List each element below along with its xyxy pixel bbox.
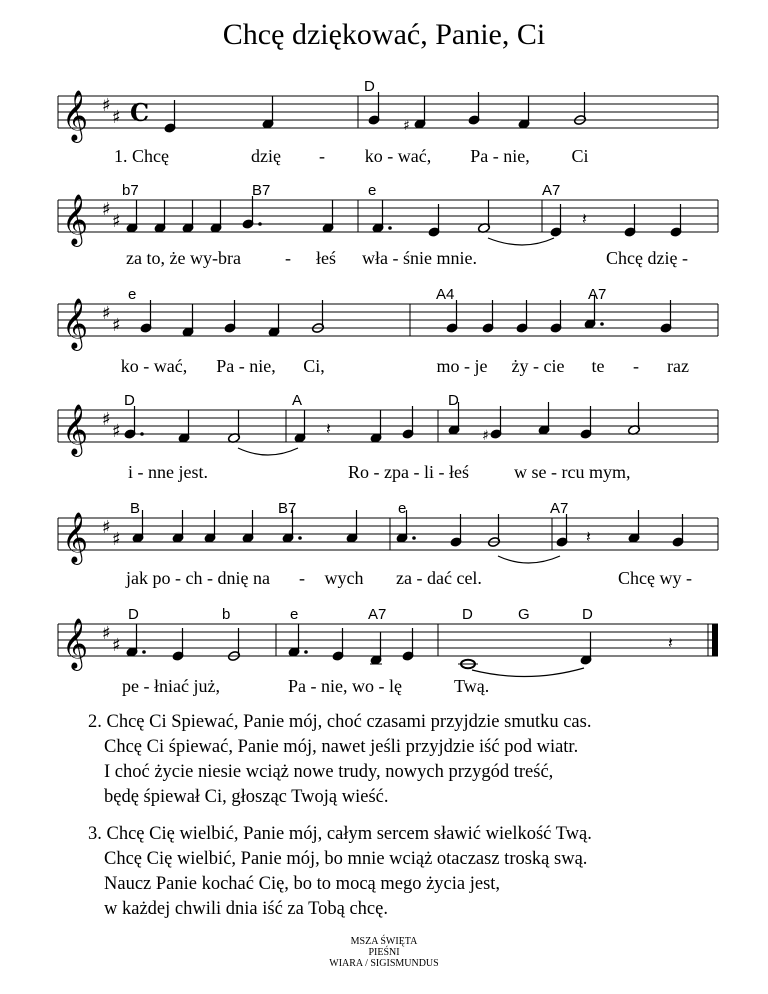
chord-label: B7 [278,500,297,517]
verse-2 [88,710,591,810]
chord-label: b [222,606,231,623]
staff-system-3 [58,286,718,396]
chord-label: A [292,392,303,409]
staff-system-6 [58,606,718,716]
treble-clef-icon: 𝄞 [62,618,89,669]
chord-label: D [364,78,375,95]
lyric-syllable: raz [667,356,689,376]
treble-clef-icon: 𝄞 [62,90,89,141]
lyric-syllable: dzię [251,146,281,166]
lyric-syllable: ko - wać, [364,146,432,166]
lyric-syllable: 1. Chcę [114,146,169,166]
svg-text:♯: ♯ [112,529,121,550]
common-time-icon: C [130,98,150,127]
svg-text:♯: ♯ [112,635,121,656]
lyric-syllable: Ci [571,146,589,166]
svg-text:♯: ♯ [112,315,121,336]
svg-text:♯: ♯ [102,517,111,538]
svg-text:𝄽: 𝄽 [582,209,587,228]
lyric-syllable: Pa - nie, wo - lę [288,676,402,696]
verse-line: w każdej chwili dnia iść za Tobą chcę. [104,899,388,919]
staff-system-1 [58,78,718,188]
svg-text:♯: ♯ [112,421,121,442]
verse-line: I choć życie niesie wciąż nowe trudy, nowych przygód treść, [104,762,554,782]
svg-text:♯: ♯ [102,623,111,644]
svg-text:♯: ♯ [112,211,121,232]
chord-label: A7 [542,182,561,199]
staff-1-notation [58,78,718,141]
chord-label: A4 [436,286,455,303]
lyric-hyphen: - [285,248,291,268]
lyric-syllable: jak po - ch - dnię na [126,568,270,588]
svg-text:𝄽: 𝄽 [586,527,591,546]
lyric-syllable: Ro - zpa - li - łeś [348,462,469,482]
treble-clef-icon: 𝄞 [62,298,89,349]
chord-label: A7 [588,286,607,303]
lyric-syllable: za to, że wy-bra [126,248,241,268]
lyric-syllable: te [591,356,605,376]
lyric-syllable: w se - rcu mym, [514,462,631,482]
chord-label: b7 [122,182,139,199]
lyric-syllable: wych [324,568,364,588]
lyric-syllable: za - dać cel. [396,568,482,588]
treble-clef-icon: 𝄞 [62,512,89,563]
chord-label: e [290,606,299,623]
verse-line: Chcę Cię wielbić, Panie mój, bo mnie wciąż otaczasz troską swą. [104,849,588,869]
verse-line: Naucz Panie kochać Cię, bo to mocą mego życia jest, [104,874,501,894]
staff-4-notation [58,392,718,455]
svg-text:♯: ♯ [102,303,111,324]
lyric-hyphen: - [319,146,325,166]
chord-label: A7 [550,500,569,517]
page-footer [0,936,768,969]
lyric-syllable: ży - cie [511,356,565,376]
staff-2-notation [58,182,718,245]
svg-text:♯: ♯ [102,409,111,430]
lyric-syllable: Twą. [454,676,490,696]
lyric-syllable: ko - wać, [120,356,188,376]
verse-line: 3. Chcę Cię wielbić, Panie mój, całym sercem sławić wielkość Twą. [88,824,592,844]
verse-line: Chcę Ci śpiewać, Panie mój, nawet jeśli przyjdzie iść pod wiatr. [104,737,579,757]
footer-line: WIARA / SIGISMUNDUS [329,958,439,969]
chord-label: D [124,392,135,409]
chord-label: D [448,392,459,409]
lyric-syllable: Pa - nie, [470,146,530,166]
chord-label: e [128,286,137,303]
staff-system-5 [58,500,718,610]
svg-text:𝄽: 𝄽 [668,633,673,652]
svg-text:♯: ♯ [102,95,111,116]
svg-text:♯: ♯ [403,118,410,134]
verse-3 [88,822,592,922]
lyric-syllable: łeś [316,248,336,268]
treble-clef-icon: 𝄞 [62,194,89,245]
treble-clef-icon: 𝄞 [62,404,89,455]
lyric-syllable: wła - śnie mnie. [362,248,477,268]
chord-label: A7 [368,606,387,623]
svg-text:♯: ♯ [102,199,111,220]
verse-line: 2. Chcę Ci Spiewać, Panie mój, choć czasami przyjdzie smutku cas. [88,712,592,732]
chord-label: e [398,500,407,517]
lyric-syllable: Chcę wy - [618,568,692,588]
lyric-syllable: pe - łniać już, [122,676,220,696]
song-title: Chcę dziękować, Panie, Ci [222,18,546,51]
chord-label: G [518,606,530,623]
lyric-syllable: Ci, [303,356,325,376]
lyric-hyphen: - [299,568,305,588]
svg-text:𝄽: 𝄽 [326,419,331,438]
chord-label: D [128,606,139,623]
staff-system-4 [58,392,718,502]
svg-text:♯: ♯ [112,107,121,128]
verse-line: będę śpiewał Ci, głosząc Twoją wieść. [104,787,389,807]
lyric-syllable: Pa - nie, [216,356,276,376]
chord-label: e [368,182,377,199]
chord-label: D [462,606,473,623]
final-barline [712,624,718,656]
lyric-hyphen: - [633,356,639,376]
chord-label: B [130,500,141,517]
staff-3-notation [58,286,718,349]
footer-line: PIEŚNI [368,947,400,958]
footer-line: MSZA ŚWIĘTA [350,936,418,947]
lyric-syllable: mo - je [436,356,488,376]
staff-system-2 [58,182,718,292]
staff-5-notation [58,500,718,563]
chord-label: B7 [252,182,271,199]
lyric-syllable: i - nne jest. [128,462,208,482]
svg-text:♯: ♯ [482,428,489,444]
staff-6-notation [58,606,718,669]
lyric-syllable: Chcę dzię - [606,248,688,268]
chord-label: D [582,606,593,623]
